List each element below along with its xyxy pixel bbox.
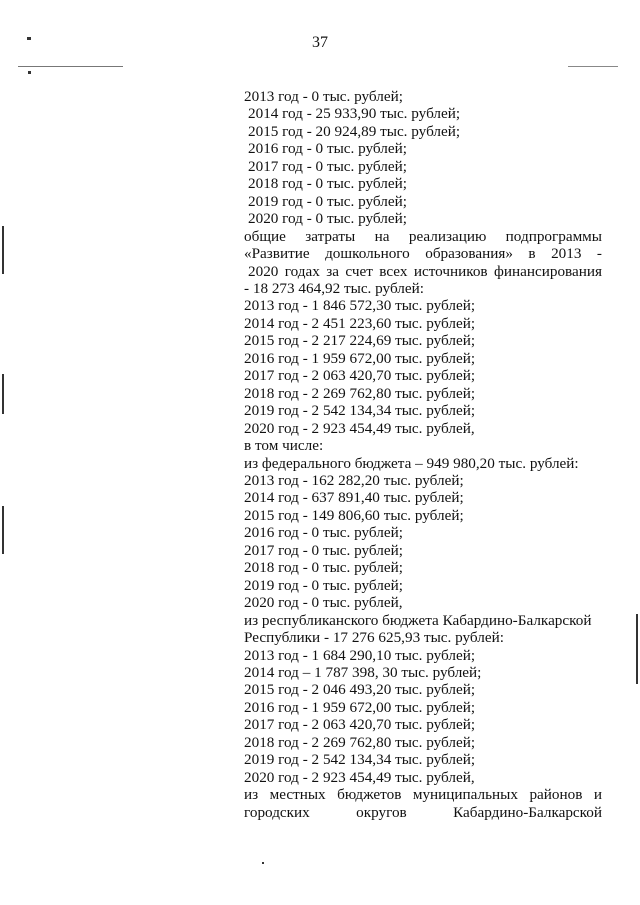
text-line: из федерального бюджета – 949 980,20 тыс. рублей:	[244, 454, 579, 472]
text-line: 2014 год - 637 891,40 тыс. рублей;	[244, 489, 464, 507]
text-line: 2018 год - 0 тыс. рублей;	[248, 175, 407, 193]
text-line: городских округов Кабардино-Балкарской	[244, 803, 602, 821]
text-line: 2020 год - 0 тыс. рублей;	[248, 210, 407, 228]
text-line: 2020 год - 2 923 454,49 тыс. рублей,	[244, 419, 475, 437]
text-line: 2018 год - 2 269 762,80 тыс. рублей;	[244, 733, 476, 751]
text-line: 2017 год - 0 тыс. рублей;	[248, 157, 407, 175]
text-line: 2014 год - 25 933,90 тыс. рублей;	[248, 105, 461, 123]
text-line: из республиканского бюджета Кабардино-Балкарской	[244, 611, 592, 629]
margin-bar-1	[2, 226, 4, 274]
text-line: 2017 год - 2 063 420,70 тыс. рублей;	[244, 716, 476, 734]
text-line: - 18 273 464,92 тыс. рублей:	[244, 279, 424, 297]
text-line: 2013 год - 1 684 290,10 тыс. рублей;	[244, 646, 476, 664]
text-line: 2019 год - 2 542 134,34 тыс. рублей;	[244, 751, 476, 769]
page-number: 37	[312, 34, 328, 51]
text-line: «Развитие дошкольного образования» в 2013 -	[244, 245, 602, 263]
text-line: 2020 год - 0 тыс. рублей,	[244, 594, 403, 612]
text-line: 2017 год - 0 тыс. рублей;	[244, 541, 403, 559]
scan-mark-dash-left	[18, 66, 123, 67]
text-line: Республики - 17 276 625,93 тыс. рублей:	[244, 629, 504, 647]
text-line: 2017 год - 2 063 420,70 тыс. рублей;	[244, 367, 476, 385]
margin-bar-3	[2, 506, 4, 554]
scan-mark-bottom-dot	[262, 862, 264, 864]
margin-bar-right	[636, 614, 638, 684]
text-line: из местных бюджетов муниципальных районов и	[244, 786, 602, 804]
scan-mark-top-left	[27, 37, 31, 40]
text-line: 2016 год - 0 тыс. рублей;	[244, 524, 403, 542]
text-line: 2013 год - 0 тыс. рублей;	[244, 88, 403, 105]
document-body	[244, 88, 602, 821]
text-line: 2013 год - 1 846 572,30 тыс. рублей;	[244, 297, 476, 315]
text-line: 2018 год - 2 269 762,80 тыс. рублей;	[244, 384, 476, 402]
text-line: 2019 год - 2 542 134,34 тыс. рублей;	[244, 402, 476, 420]
text-line: 2015 год - 2 217 224,69 тыс. рублей;	[244, 332, 476, 350]
text-line: 2015 год - 20 924,89 тыс. рублей;	[248, 122, 461, 140]
text-line: 2019 год - 0 тыс. рублей;	[248, 192, 407, 210]
text-line: 2020 годах за счет всех источников финансирования	[248, 262, 602, 280]
text-line: 2020 год - 2 923 454,49 тыс. рублей,	[244, 768, 475, 786]
text-line: в том числе:	[244, 437, 324, 455]
text-line: 2016 год - 1 959 672,00 тыс. рублей;	[244, 698, 476, 716]
text-line: 2015 год - 2 046 493,20 тыс. рублей;	[244, 681, 476, 699]
text-line: 2016 год - 0 тыс. рублей;	[248, 140, 407, 158]
margin-bar-2	[2, 374, 4, 414]
text-line: 2015 год - 149 806,60 тыс. рублей;	[244, 506, 464, 524]
scan-mark-dot-left	[28, 71, 31, 74]
text-line: 2014 год – 1 787 398, 30 тыс. рублей;	[244, 663, 482, 681]
text-line: 2018 год - 0 тыс. рублей;	[244, 559, 403, 577]
text-line: 2013 год - 162 282,20 тыс. рублей;	[244, 471, 464, 489]
text-line: 2016 год - 1 959 672,00 тыс. рублей;	[244, 349, 476, 367]
text-line: 2014 год - 2 451 223,60 тыс. рублей;	[244, 314, 476, 332]
text-line: общие затраты на реализацию подпрограммы	[244, 227, 602, 245]
text-line: 2019 год - 0 тыс. рублей;	[244, 576, 403, 594]
scan-mark-dash-right	[568, 66, 618, 67]
